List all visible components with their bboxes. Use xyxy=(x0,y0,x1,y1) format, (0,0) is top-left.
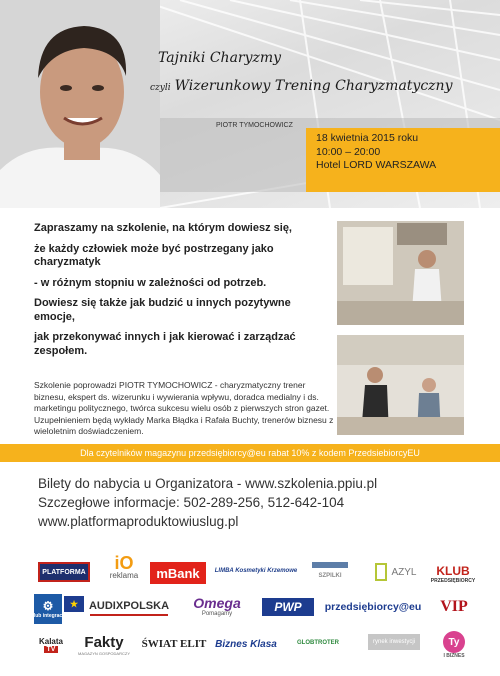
logo-omega: Omega Pomagamy xyxy=(193,595,241,617)
logo-reklama: iO reklama xyxy=(109,552,139,580)
intro-paragraph: - w różnym stopniu w zależności od potrzeb. xyxy=(34,276,267,289)
title-czyli: czyli xyxy=(150,83,171,93)
logo-vip: VIP xyxy=(440,598,468,615)
logo-kalata-tv: Kalata TV xyxy=(38,637,63,653)
logo-biznes-klasa: Biznes Klasa xyxy=(215,638,277,650)
ticket-line: Bilety do nabycia u Organizatora - www.szkolenia.ppiu.pl xyxy=(38,476,378,491)
intro-text xyxy=(34,222,334,365)
discount-banner: Dla czytelników magazynu przedsiębiorcy@eu rabat 10% z kodem PrzedsiebiorcyEU xyxy=(0,444,500,462)
logo-fakty: Fakty MAGAZYN GOSPODARCZY xyxy=(77,634,130,656)
author-name: PIOTR TYMOCHOWICZ xyxy=(216,122,293,129)
logo-mbank: mBank xyxy=(150,562,206,584)
logo-globtroter: GLOBTROTER xyxy=(297,640,339,646)
logo-limba: LIMBA Kosmetyki Krzemowe xyxy=(214,568,298,574)
event-box xyxy=(306,128,500,192)
title-line-2 xyxy=(150,78,452,94)
title-line-1: Tajniki Charyzmy xyxy=(158,50,282,66)
intro-paragraph: że każdy człowiek może być postrzegany jako charyzmatyk xyxy=(34,242,274,268)
eu-flag-icon: ★ xyxy=(64,596,84,612)
logo-pwp: PWP xyxy=(262,598,314,616)
logo-azyl: AZYL xyxy=(368,558,424,586)
trainer-portrait xyxy=(0,0,160,208)
logo-audix-polska: AUDIXPOLSKA xyxy=(90,598,168,616)
logo-swiat-elit: ŚWIAT ELIT xyxy=(141,638,207,650)
logo-klub-przedsiebiorcy: KLUB PRZEDSIĘBIORCY xyxy=(430,564,476,584)
contact-line: Szczegłowe informacje: 502-289-256, 512-642-104 xyxy=(38,495,345,510)
logo-przedsiebiorcy-eu: przedsiębiorcy@eu xyxy=(324,601,422,613)
logo-klub-integracji: ⚙ klub integracji xyxy=(34,594,62,624)
event-time: 10:00 – 20:00 xyxy=(316,145,381,158)
logo-platforma: PLATFORMA xyxy=(38,562,90,582)
intro-paragraph: Dowiesz się także jak budzić u innych pozytywne emocje, xyxy=(34,297,291,323)
intro-paragraph: Zapraszamy na szkolenie, na którym dowiesz się, xyxy=(34,222,292,234)
title-main: Wizerunkowy Trening Charyzmatyczny xyxy=(174,78,453,94)
logo-rynek-inwestycji: rynek inwestycji xyxy=(368,634,420,650)
ticket-info xyxy=(38,474,377,531)
event-date: 18 kwietnia 2015 roku xyxy=(316,132,419,144)
hero-banner xyxy=(0,0,500,208)
logo-szpilki: SZPILKI xyxy=(312,562,348,584)
logo-ty-biznes: Ty I BIZNES xyxy=(434,628,474,662)
training-photo-2 xyxy=(337,335,464,435)
intro-paragraph: jak przekonywać innych i jak kierować i zarządzać zespołem. xyxy=(34,331,296,357)
sponsor-logos xyxy=(30,550,480,670)
website-link[interactable]: www.platformaproduktowiuslug.pl xyxy=(38,514,239,529)
training-photo-1 xyxy=(337,221,464,325)
event-venue: Hotel LORD WARSZAWA xyxy=(316,159,437,171)
trainer-bio: Szkolenie poprowadzi PIOTR TYMOCHOWICZ - charyzmatyczny trener biznesu, ekspert ds. wizerunku i wywierania wpływu, doradca medialny i ds. marketingu politycznego, twórca sukcesu wielu osób z pierwszych stron gazet. Uzupełnieniem będą wykłady Marka Błądka i Rafała Buchty, trenerów biznesu z wieloletnim doświadczeniem. xyxy=(34,380,334,436)
